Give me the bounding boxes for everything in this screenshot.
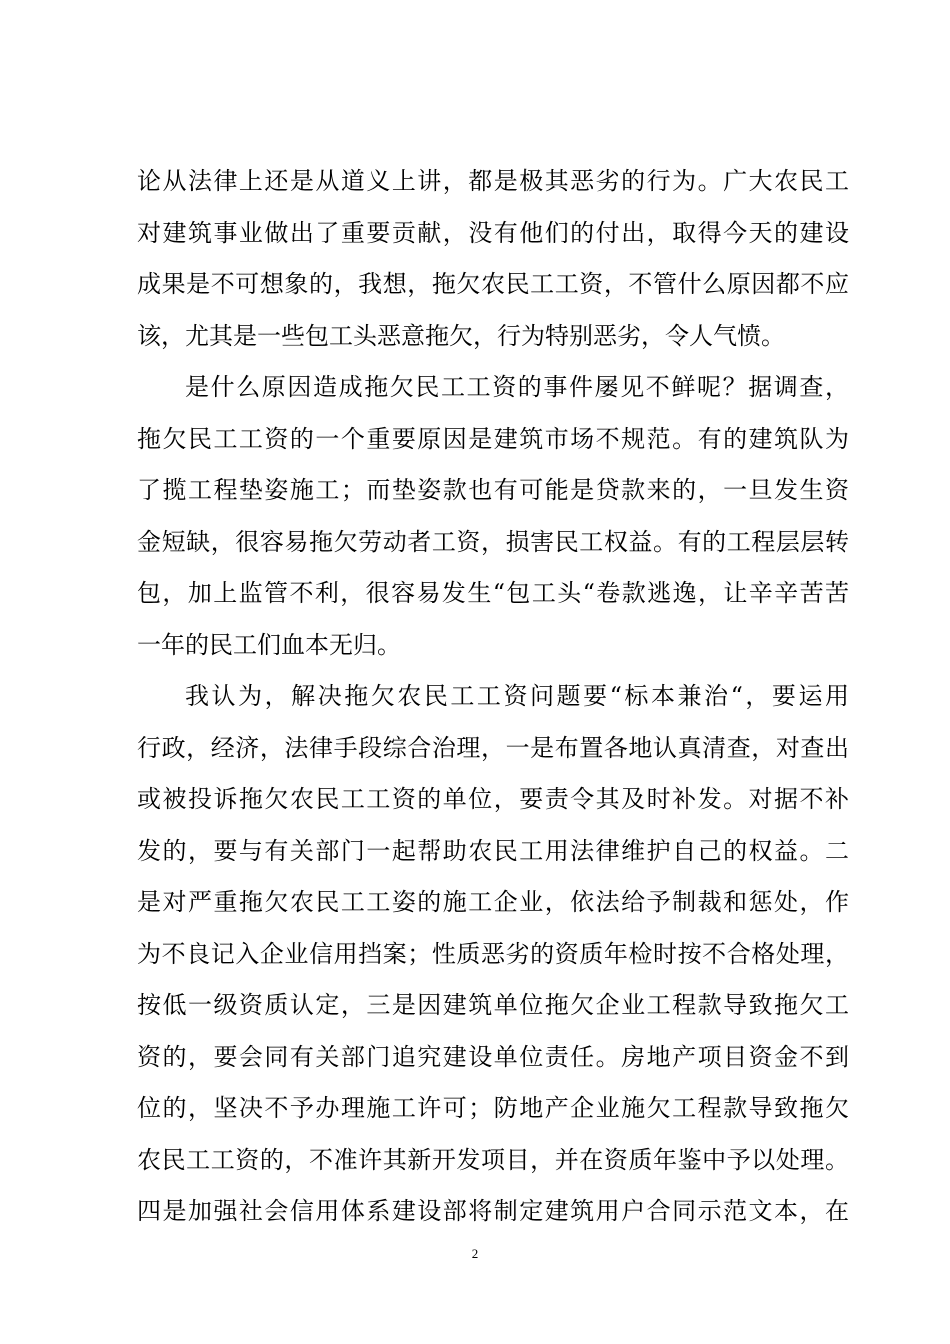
text-line: 金短缺，很容易拖欠劳动者工资，损害民工权益。有的工程层层转 (137, 527, 849, 556)
text-line: 对建筑事业做出了重要贡献，没有他们的付出，取得今天的建设 (137, 218, 849, 247)
text-line: 拖欠民工工资的一个重要原因是建筑市场不规范。有的建筑队为 (137, 424, 849, 453)
text-line: 按低一级资质认定，三是因建筑单位拖欠企业工程款导致拖欠工 (137, 991, 849, 1019)
page-number: 2 (471, 1246, 479, 1261)
text-line: 农民工工资的，不准许其新开发项目，并在资质年鉴中予以处理。 (137, 1145, 849, 1174)
text-line: 四是加强社会信用体系建设部将制定建筑用户合同示范文本，在 (137, 1197, 849, 1225)
text-line: 行政，经济，法律手段综合治理，一是布置各地认真清查，对查出 (137, 733, 849, 762)
text-line: 发的，要与有关部门一起帮助农民工用法律维护自己的权益。二 (137, 836, 849, 865)
text-line: 包，加上监管不利，很容易发生“包工头“卷款逃逸，让辛辛苦苦 (137, 579, 849, 607)
text-line: 一年的民工们血本无归。 (137, 630, 401, 659)
body-text (137, 156, 849, 1238)
text-line: 为不良记入企业信用挡案；性质恶劣的资质年检时按不合格处理， (137, 939, 849, 968)
text-line: 资的，要会同有关部门追究建设单位责任。房地产项目资金不到 (137, 1042, 849, 1071)
paragraph-start-line: 是什么原因造成拖欠民工工资的事件屡见不鲜呢？据调查， (185, 373, 849, 401)
paragraph-start-line: 我认为，解决拖欠农民工工资问题要“标本兼治“，要运用 (185, 682, 849, 710)
text-line: 或被投诉拖欠农民工工资的单位，要责令其及时补发。对据不补 (137, 785, 849, 813)
text-line: 该，尤其是一些包工头恶意拖欠，行为特别恶劣，令人气愤。 (137, 321, 785, 350)
text-line: 了揽工程垫姿施工；而垫姿款也有可能是贷款来的，一旦发生资 (137, 476, 849, 504)
text-line: 成果是不可想象的，我想，拖欠农民工工资，不管什么原因都不应 (137, 270, 849, 298)
text-line: 论从法律上还是从道义上讲，都是极其恶劣的行为。广大农民工 (137, 167, 849, 195)
text-line: 是对严重拖欠农民工工姿的施工企业，依法给予制裁和惩处，作 (137, 888, 849, 916)
text-line: 位的，坚决不予办理施工许可；防地产企业施欠工程款导致拖欠 (137, 1094, 849, 1122)
